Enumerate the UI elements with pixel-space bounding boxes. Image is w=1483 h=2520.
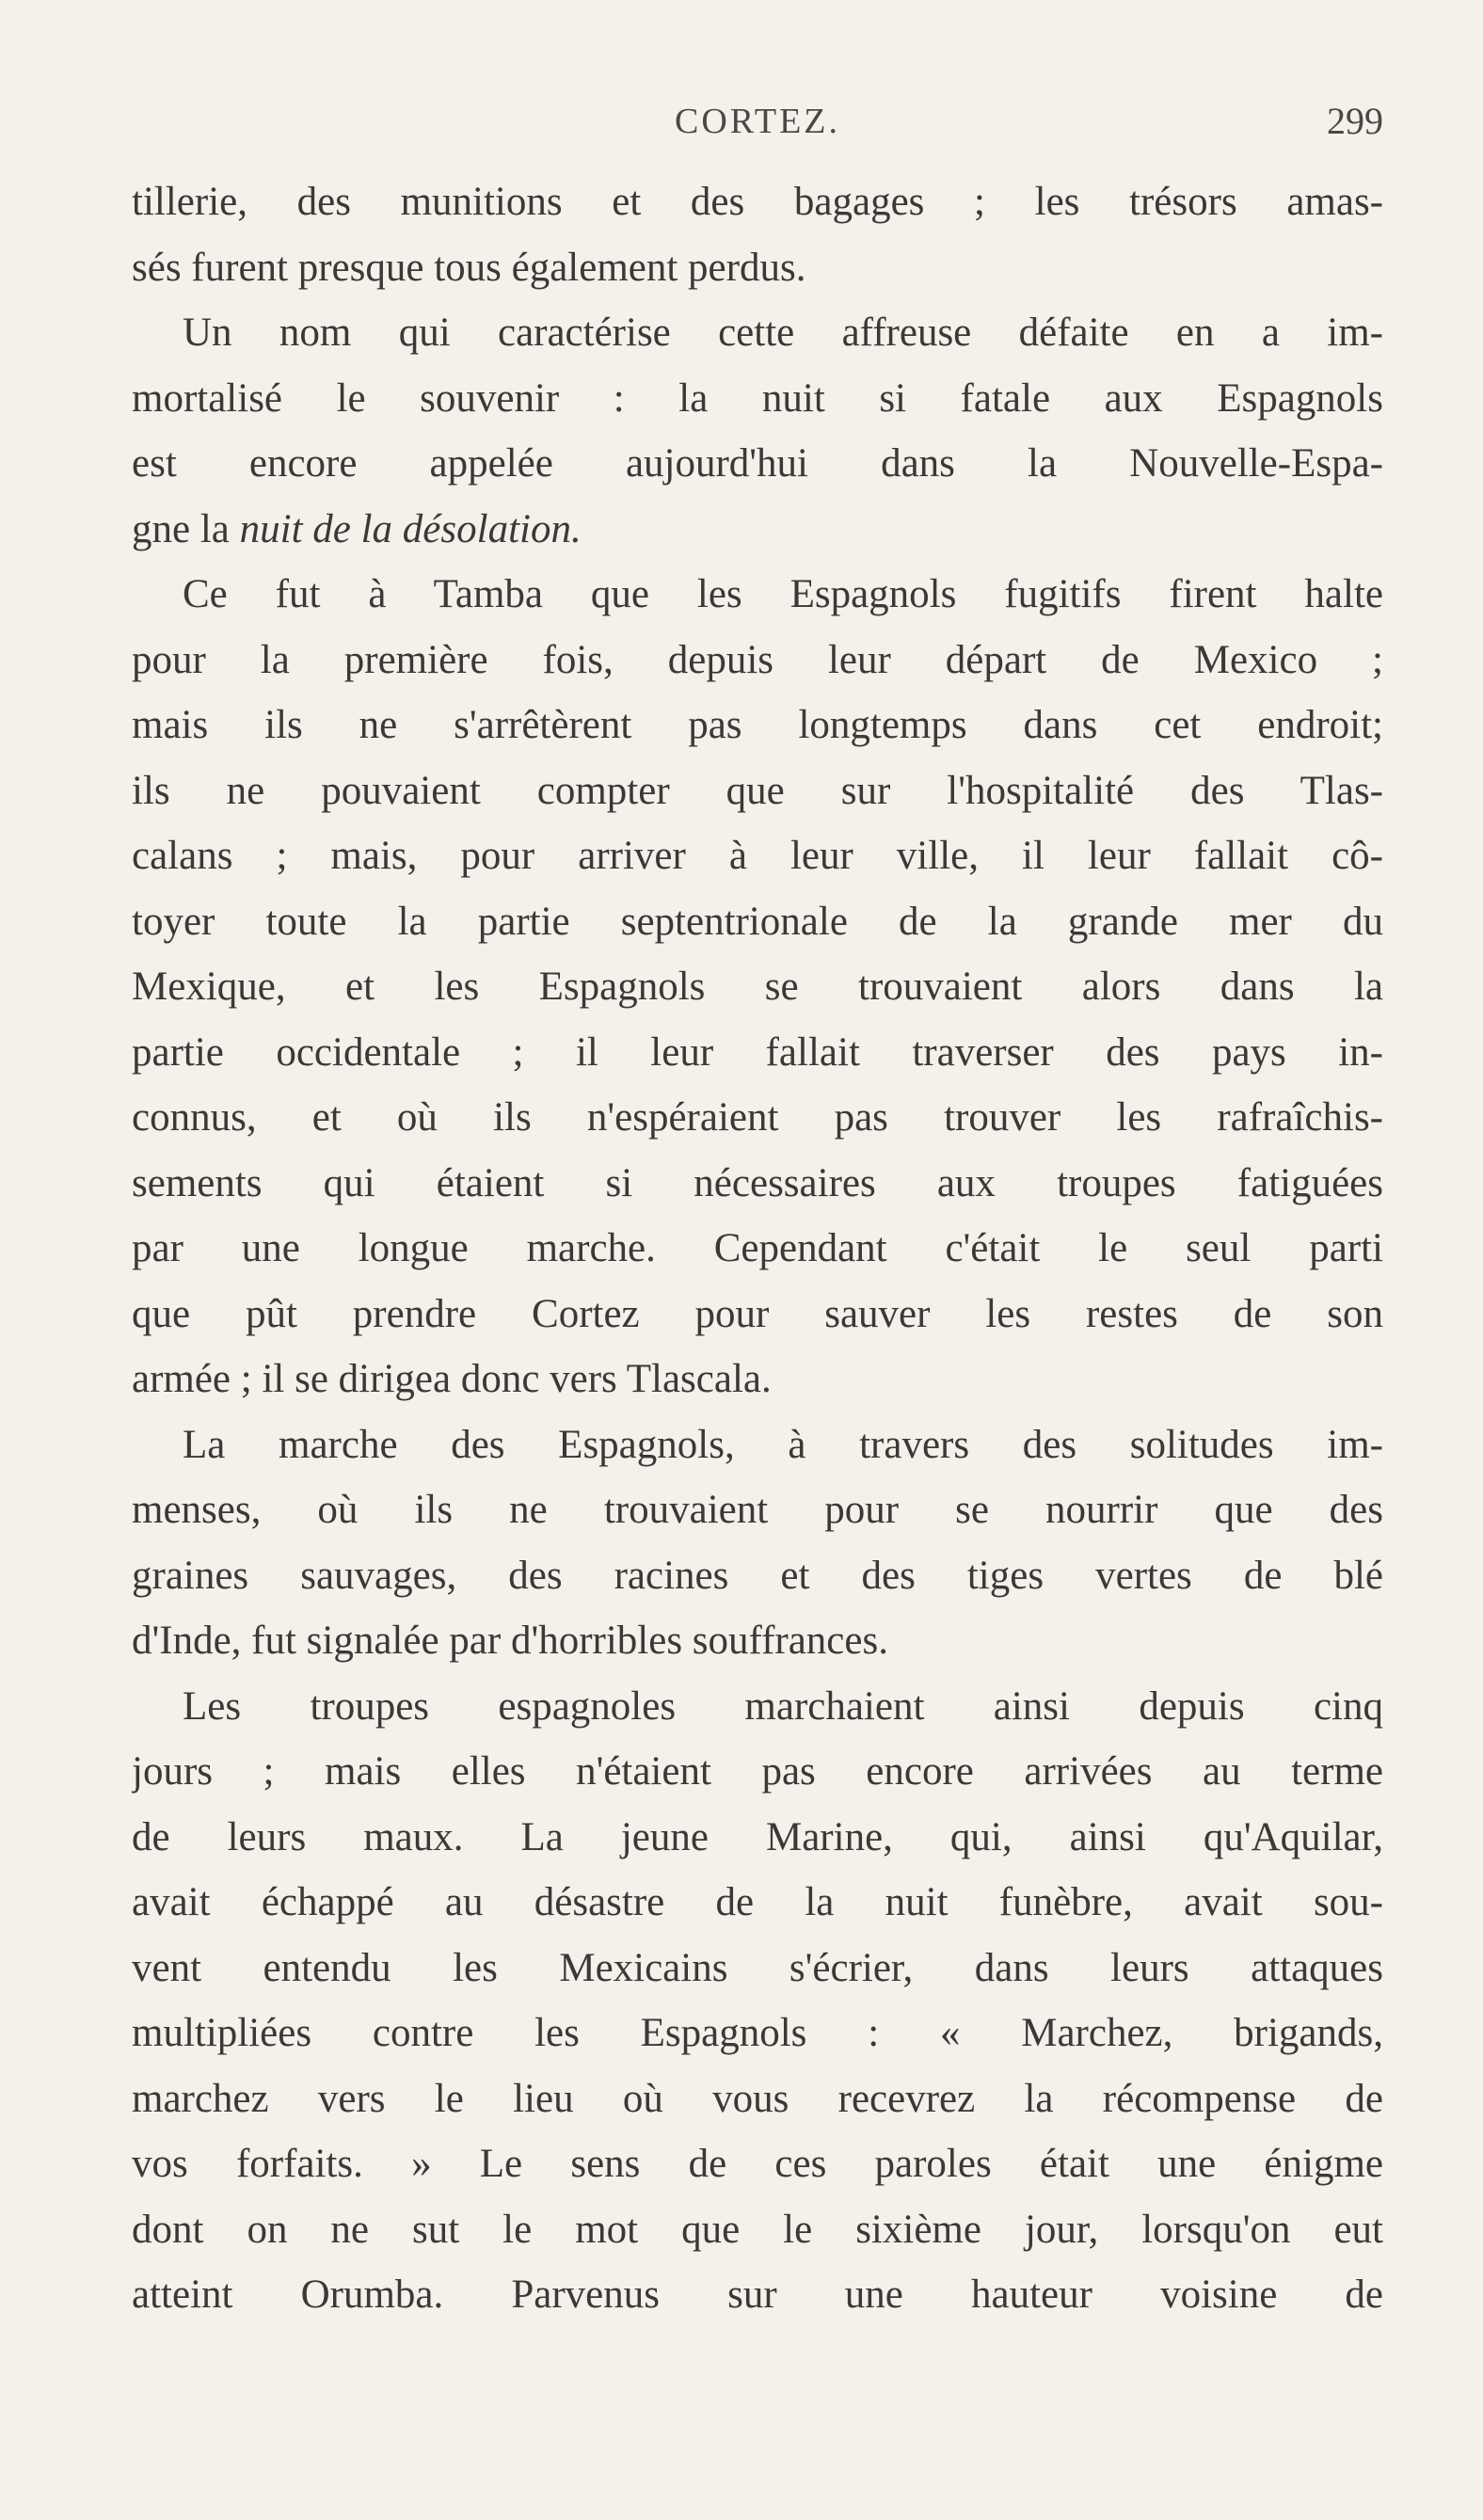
text-line: vent entendu les Mexicains s'écrier, dans leurs attaques (132, 1945, 1383, 1990)
text-line: avait échappé au désastre de la nuit funèbre, avait sou- (132, 1880, 1383, 1924)
text-line: multipliées contre les Espagnols : « Marchez, brigands, (132, 2011, 1383, 2055)
text-line: par une longue marche. Cependant c'était le seul parti (132, 1226, 1383, 1270)
italic-phrase: nuit de la désolation. (239, 506, 582, 551)
running-title: CORTEZ. (675, 102, 840, 141)
text-line: partie occidentale ; il leur fallait traverser des pays in- (132, 1029, 1383, 1075)
text-line: calans ; mais, pour arriver à leur ville, il leur fallait cô- (132, 834, 1383, 878)
text-line: ils ne pouvaient compter que sur l'hospitalité des Tlas- (132, 768, 1383, 813)
text-line: vos forfaits. » Le sens de ces paroles était une énigme (132, 2142, 1383, 2186)
text-line: Ce fut à Tamba que les Espagnols fugitifs firent halte (183, 572, 1383, 616)
text-line-start: gne la (132, 506, 240, 551)
text-line: de leurs maux. La jeune Marine, qui, ainsi qu'Aquilar, (132, 1814, 1383, 1859)
text-line: est encore appelée aujourd'hui dans la Nouvelle-Espa- (132, 441, 1383, 486)
text-line: La marche des Espagnols, à travers des solitudes im- (183, 1422, 1383, 1467)
running-head (132, 98, 1383, 145)
text-line: tillerie, des munitions et des bagages ; les trésors amas- (132, 180, 1383, 224)
text-line: armée ; il se dirigea donc vers Tlascala. (132, 1357, 772, 1401)
text-line: menses, où ils ne trouvaient pour se nourrir que des (132, 1488, 1383, 1532)
text-line: que pût prendre Cortez pour sauver les restes de son (132, 1291, 1383, 1336)
text-line: graines sauvages, des racines et des tiges vertes de blé (132, 1553, 1383, 1598)
page-number: 299 (1327, 100, 1383, 142)
text-line: Un nom qui caractérise cette affreuse défaite en a im- (183, 311, 1383, 355)
text-line: mortalisé le souvenir : la nuit si fatale aux Espagnols (132, 375, 1383, 421)
text-line: jours ; mais elles n'étaient pas encore arrivées au terme (132, 1749, 1383, 1794)
text-line: mais ils ne s'arrêtèrent pas longtemps dans cet endroit; (132, 703, 1383, 747)
text-line: sements qui étaient si nécessaires aux troupes fatiguées (132, 1160, 1383, 1205)
text-line: marchez vers le lieu où vous recevrez la récompense de (132, 2076, 1383, 2121)
body-text (132, 169, 1383, 2328)
text-line: atteint Orumba. Parvenus sur une hauteur voisine de (132, 2273, 1383, 2317)
text-line: dont on ne sut le mot que le sixième jour, lorsqu'on eut (132, 2207, 1383, 2252)
text-line: toyer toute la partie septentrionale de la grande mer du (132, 899, 1383, 944)
text-line: sés furent presque tous également perdus. (132, 245, 806, 290)
text-line: connus, et où ils n'espéraient pas trouver les rafraîchis- (132, 1095, 1383, 1140)
text-line: pour la première fois, depuis leur départ de Mexico ; (132, 637, 1383, 682)
text-line (132, 497, 1383, 563)
text-line: d'Inde, fut signalée par d'horribles souffrances. (132, 1619, 888, 1663)
text-line: Les troupes espagnoles marchaient ainsi depuis cinq (183, 1683, 1383, 1729)
text-line: Mexique, et les Espagnols se trouvaient alors dans la (132, 965, 1383, 1009)
